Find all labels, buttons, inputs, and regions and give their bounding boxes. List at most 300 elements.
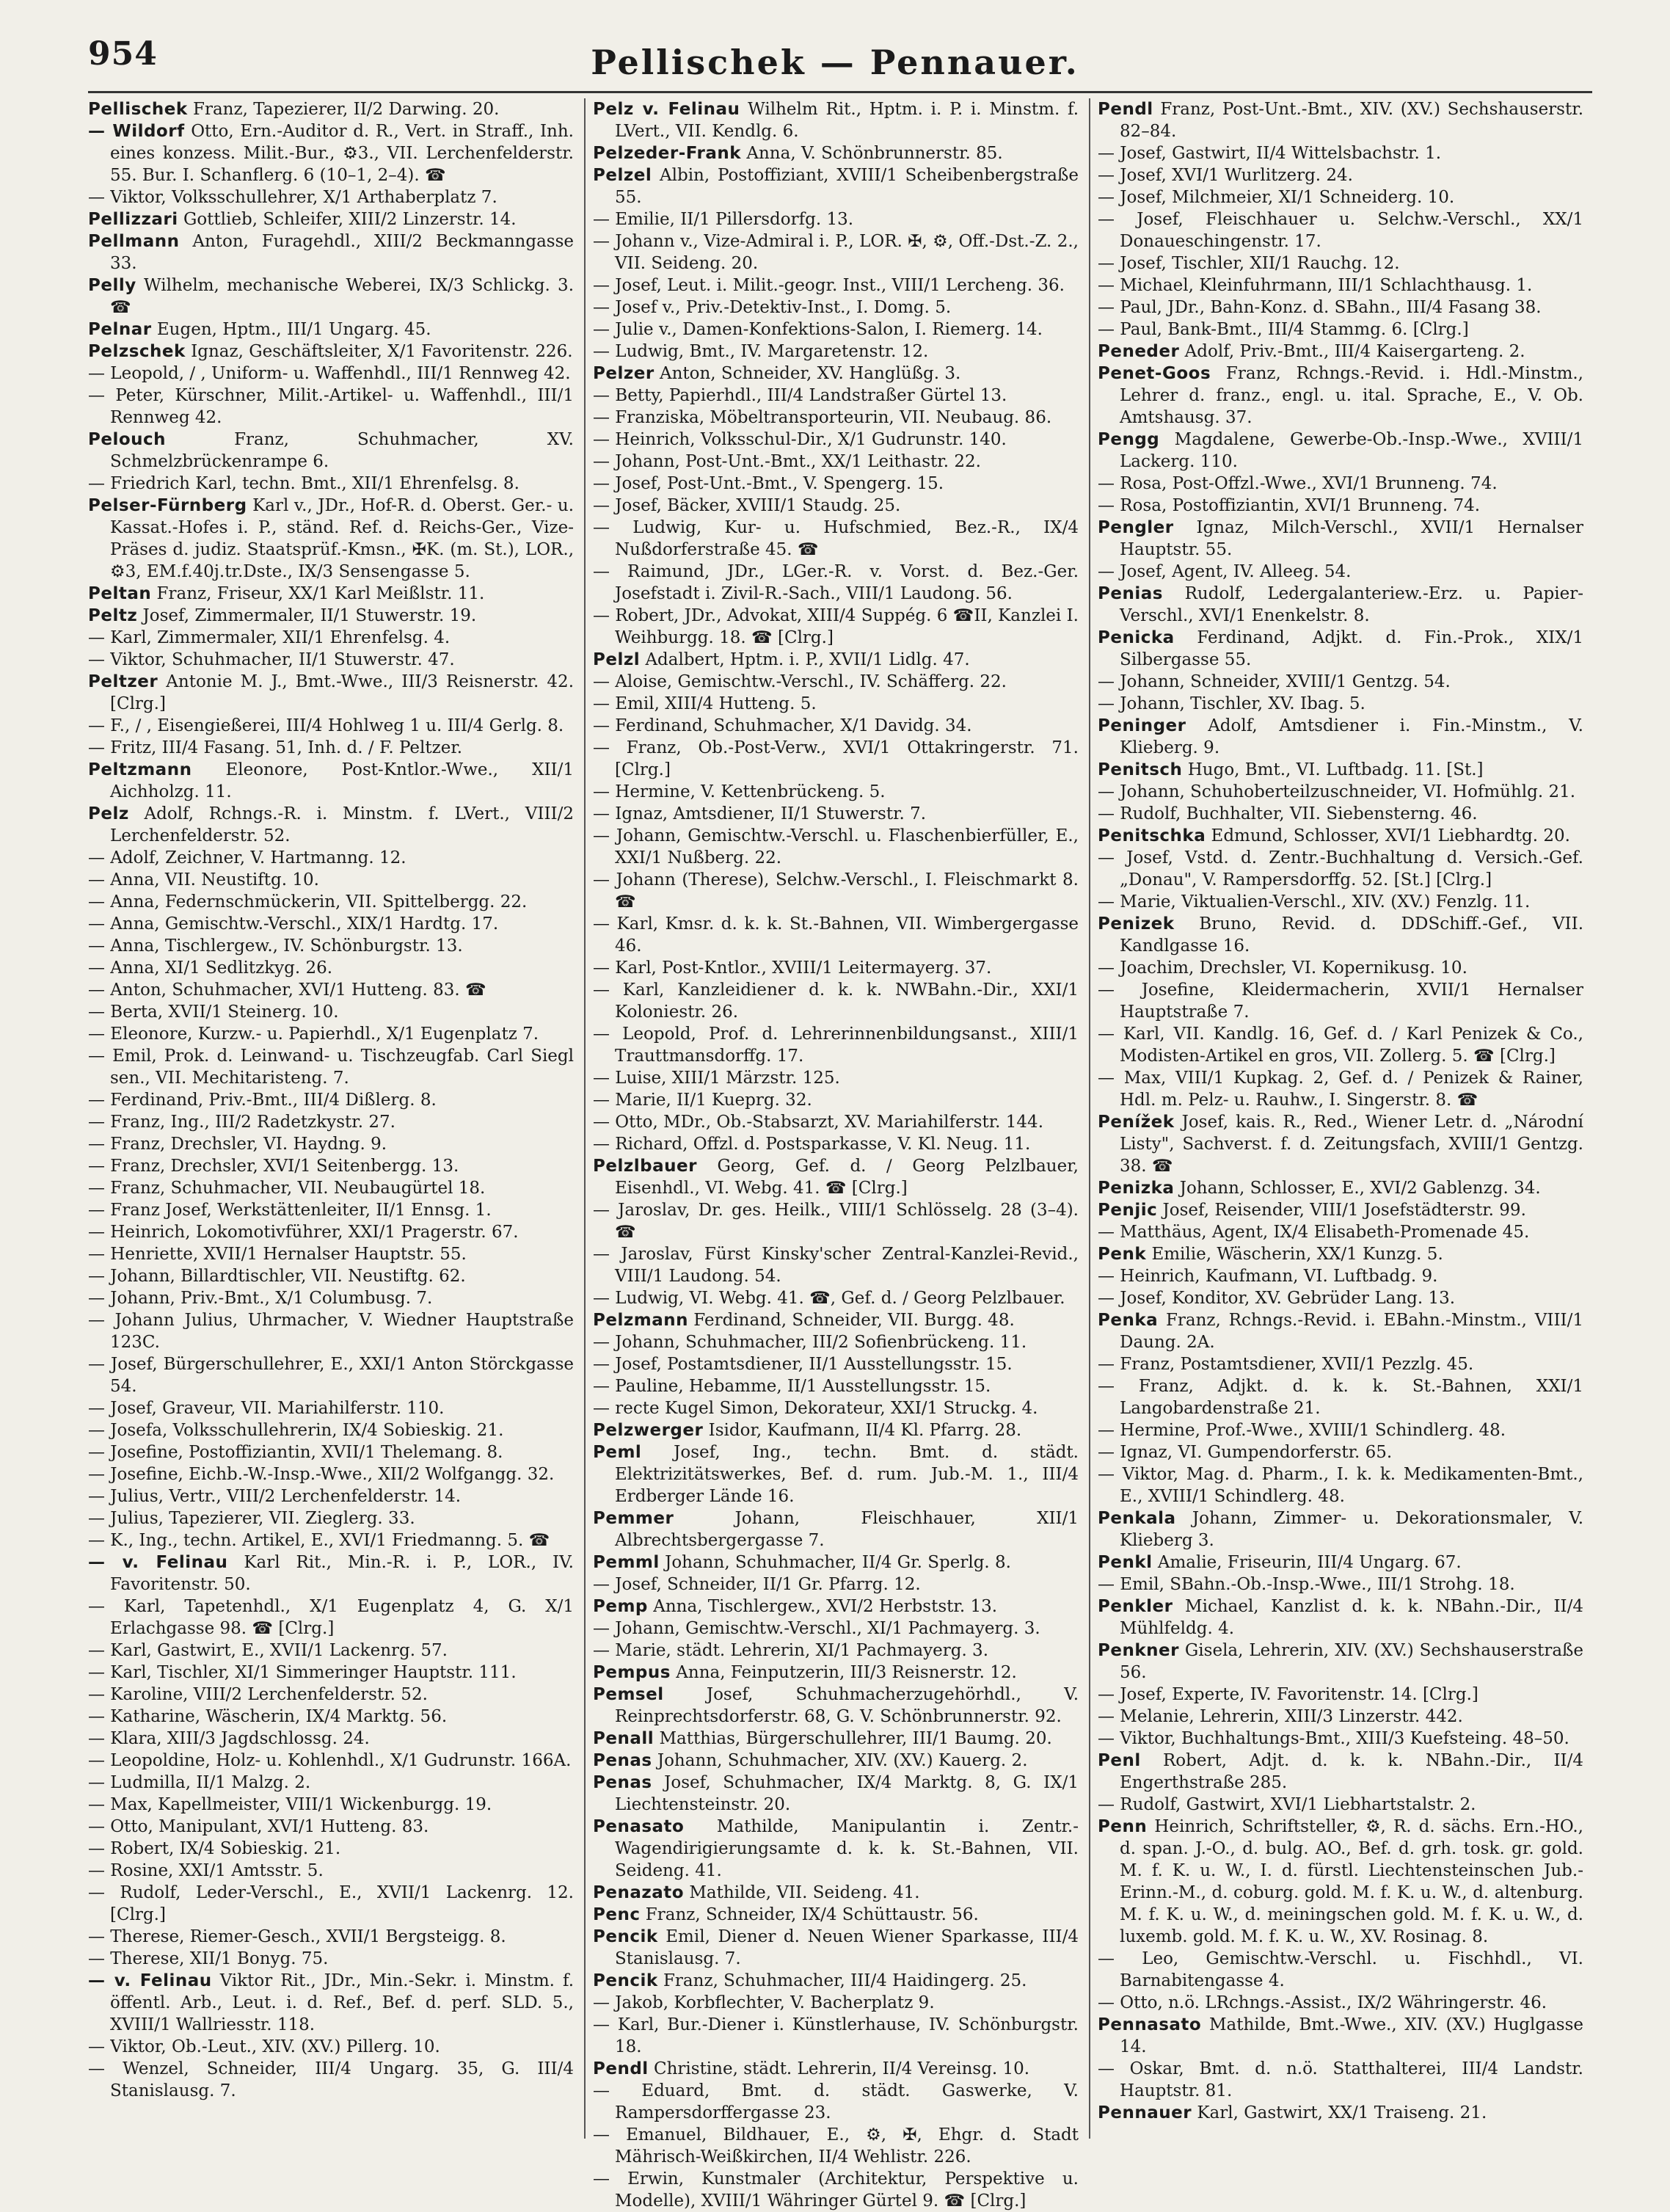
entry-details: Johann, Schuhmacher, XIV. (XV.) Kauerg. 2.: [657, 1751, 1028, 1770]
entry-details: — Viktor, Volksschullehrer, X/1 Arthaberplatz 7.: [88, 188, 497, 207]
directory-entry: [88, 1882, 574, 1926]
entry-details: Josef, Zimmermaler, II/1 Stuwerstr. 19.: [142, 606, 477, 625]
directory-entry: [1098, 142, 1583, 164]
entry-details: — Leopoldine, Holz- u. Kohlenhdl., X/1 Gudrunstr. 166A.: [88, 1751, 572, 1770]
directory-entry: [1098, 1596, 1583, 1640]
entry-surname: Penias: [1098, 584, 1163, 603]
directory-entry: [1098, 1265, 1583, 1287]
entry-details: — Josef, Post-Unt.-Bmt., V. Spengerg. 15.: [593, 474, 944, 493]
directory-entry: [88, 1970, 574, 2036]
directory-entry: [88, 1243, 574, 1265]
entry-details: — Josef, Experte, IV. Favoritenstr. 14. [Clrg.]: [1098, 1685, 1478, 1704]
entry-details: — Ludwig, Bmt., IV. Margaretenstr. 12.: [593, 342, 929, 361]
directory-entry: [88, 1706, 574, 1728]
directory-entry: [88, 495, 574, 583]
directory-entry: [88, 1684, 574, 1706]
entry-details: — Ludmilla, II/1 Malzg. 2.: [88, 1773, 311, 1792]
entry-details: — Viktor, Buchhaltungs-Bmt., XIII/3 Kuefsteing. 48–50.: [1098, 1729, 1569, 1748]
directory-entry: [593, 429, 1079, 451]
entry-details: — Ignaz, Amtsdiener, II/1 Stuwerstr. 7.: [593, 804, 927, 823]
entry-details: Gottlieb, Schleifer, XIII/2 Linzerstr. 14.: [183, 210, 517, 229]
entry-details: — Franz Josef, Werkstättenleiter, II/1 Ennsg. 1.: [88, 1201, 492, 1220]
directory-entry: [88, 1441, 574, 1463]
entry-details: Johann, Fleischhauer, XII/1 Albrechtsbergergasse 7.: [615, 1509, 1079, 1550]
directory-entry: [1098, 693, 1583, 715]
directory-entry: [593, 1199, 1079, 1243]
directory-entry: [88, 1397, 574, 1419]
entry-details: — Josefine, Kleidermacherin, XVII/1 Hernalser Hauptstraße 7.: [1098, 981, 1583, 1022]
directory-entry: [593, 363, 1079, 385]
entry-surname: Pellischek: [88, 100, 188, 119]
entry-details: Christine, städt. Lehrerin, II/4 Vereinsg. 10.: [654, 2059, 1030, 2078]
entry-details: — Emil, XIII/4 Hutteng. 5.: [593, 694, 817, 713]
directory-entry: [88, 1794, 574, 1816]
entry-details: Otto, Ern.-Auditor d. R., Vert. in Straff., Inh. eines konzess. Milit.-Bur., ⚙3., VII. Lerchenfelderstr. 55. Bur. I. Schanflerg. 6 (10–1, 2–4). ☎: [110, 122, 574, 185]
entry-details: — Hermine, Prof.-Wwe., XVIII/1 Schindlerg. 48.: [1098, 1421, 1506, 1440]
entry-details: Karl, Gastwirt, XX/1 Traiseng. 21.: [1197, 2103, 1487, 2122]
entry-details: Johann, Schlosser, E., XVI/2 Gablenzg. 34.: [1179, 1179, 1541, 1198]
entry-details: Franz, Tapezierer, II/2 Darwing. 20.: [193, 100, 500, 119]
entry-details: Franz, Rchngs.-Revid. i. Hdl.-Minstm., Lehrer d. franz., engl. u. ital. Sprache, E., V. Ob. Amtshausg. 37.: [1120, 364, 1583, 427]
entry-details: — Max, Kapellmeister, VIII/1 Wickenburgg. 19.: [88, 1795, 492, 1814]
entry-details: — Marie, städt. Lehrerin, XI/1 Pachmayerg. 3.: [593, 1641, 989, 1660]
directory-entry: [88, 2058, 574, 2102]
entry-surname: Pellmann: [88, 232, 180, 251]
entry-details: — Josef, Graveur, VII. Mariahilferstr. 110.: [88, 1399, 445, 1418]
directory-entry: [88, 649, 574, 671]
directory-entry: [88, 1596, 574, 1640]
directory-entry: [1098, 1463, 1583, 1507]
entry-surname: Pendl: [1098, 100, 1153, 119]
entry-surname: Pelz v. Felinau: [593, 100, 740, 119]
column-1: [88, 98, 574, 2153]
entry-details: — Richard, Offzl. d. Postsparkasse, V. Kl. Neug. 11.: [593, 1135, 1031, 1154]
directory-entry: [1098, 561, 1583, 583]
entry-details: Josef, Reisender, VIII/1 Josefstädterstr. 99.: [1162, 1201, 1526, 1220]
entry-details: — Viktor, Ob.-Leut., XIV. (XV.) Pillerg. 10.: [88, 2037, 440, 2056]
entry-surname: — v. Felinau: [88, 1971, 212, 1990]
entry-details: — recte Kugel Simon, Dekorateur, XXI/1 Struckg. 4.: [593, 1399, 1038, 1418]
directory-entry: [88, 1772, 574, 1794]
directory-entry: [593, 1816, 1079, 1882]
directory-entry: [593, 1573, 1079, 1596]
directory-entry: [88, 1045, 574, 1089]
entry-details: — Franz, Ing., III/2 Radetzkystr. 27.: [88, 1113, 395, 1132]
directory-entry: [1098, 1573, 1583, 1596]
entry-details: Franz, Rchngs.-Revid. i. EBahn.-Minstm., VIII/1 Daung. 2A.: [1120, 1311, 1584, 1352]
directory-entry: [88, 935, 574, 957]
entry-details: — Josef, Gastwirt, II/4 Wittelsbachstr. 1.: [1098, 144, 1442, 163]
entry-details: — Johann, Schuhmacher, III/2 Sofienbrückeng. 11.: [593, 1333, 1027, 1352]
entry-surname: Pengg: [1098, 430, 1160, 449]
entry-details: — Franz, Adjkt. d. k. k. St.-Bahnen, XXI/1 Langobardenstraße 21.: [1098, 1377, 1583, 1418]
entry-surname: Pempus: [593, 1663, 671, 1682]
directory-entry: [593, 913, 1079, 957]
entry-details: — Josef, Agent, IV. Alleeg. 54.: [1098, 562, 1352, 581]
directory-entry: [88, 605, 574, 627]
directory-entry: [593, 1640, 1079, 1662]
entry-details: — F., ∕ , Eisengießerei, III/4 Hohlweg 1 u. III/4 Gerlg. 8.: [88, 716, 564, 735]
entry-details: Heinrich, Schriftsteller, ⚙, R. d. sächs. Ern.-HO., d. span. J.-O., d. bulg. AO., Bef. d. grh. tosk. gr. gold. M. f. K. u. W., I. d. fürstl. Liechtensteinschen Jub.-Erinn.-M., d. coburg. gold. M. f. K. u. W., d. altenburg. M. f. K. u. W., d. meiningschen gold. M. f. K. u. W., d. luxemb. gold. M. f. K. u. W., XV. Rosinag. 8.: [1120, 1817, 1583, 1946]
directory-entry: [1098, 1948, 1583, 1992]
directory-entry: [88, 1287, 574, 1309]
directory-entry: [88, 1640, 574, 1662]
entry-details: — Anton, Schuhmacher, XVI/1 Hutteng. 83. ☎: [88, 981, 486, 1000]
entry-surname: Peltzer: [88, 672, 158, 691]
directory-entry: [593, 517, 1079, 561]
directory-entry: [1098, 1816, 1583, 1948]
entry-details: — Jaroslav, Dr. ges. Heilk., VIII/1 Schlösselg. 28 (3–4). ☎: [593, 1201, 1079, 1242]
entry-details: — Karl, Zimmermaler, XII/1 Ehrenfelsg. 4.: [88, 628, 451, 647]
entry-details: — Josef, XVI/1 Wurlitzerg. 24.: [1098, 166, 1353, 185]
entry-surname: Pelzer: [593, 364, 654, 383]
directory-entry: [1098, 363, 1583, 429]
column-divider: [1089, 98, 1090, 2139]
column-divider: [584, 98, 586, 2139]
directory-entry: [1098, 1992, 1583, 2014]
directory-entry: [1098, 1706, 1583, 1728]
entry-details: Wilhelm, mechanische Weberei, IX/3 Schlickg. 3. ☎: [110, 276, 575, 317]
directory-entry: [1098, 98, 1583, 142]
entry-details: Wilhelm Rit., Hptm. i. P. i. Minstm. f. LVert., VII. Kendlg. 6.: [615, 100, 1079, 141]
columns-container: [88, 98, 1592, 2211]
entry-details: — Karl, Gastwirt, E., XVII/1 Lackenrg. 57.: [88, 1641, 448, 1660]
directory-entry: [593, 1662, 1079, 1684]
directory-entry: [593, 2014, 1079, 2058]
directory-entry: [88, 1353, 574, 1397]
entry-details: — Josefa, Volksschullehrerin, IX/4 Sobieskig. 21.: [88, 1421, 504, 1440]
entry-details: Mathilde, VII. Seideng. 41.: [689, 1883, 920, 1902]
directory-entry: [1098, 473, 1583, 495]
directory-entry: [88, 1265, 574, 1287]
directory-entry: [88, 120, 574, 186]
entry-surname: Peneder: [1098, 342, 1180, 361]
entry-details: — Josefine, Postoffiziantin, XVII/1 Thelemang. 8.: [88, 1443, 503, 1462]
directory-entry: [593, 208, 1079, 230]
entry-details: Franz, Schuhmacher, XV. Schmelzbrückenrampe 6.: [110, 430, 574, 471]
directory-entry: [1098, 671, 1583, 693]
entry-details: — Ferdinand, Schuhmacher, X/1 Davidg. 34.: [593, 716, 972, 735]
entry-details: — Heinrich, Volksschul-Dir., X/1 Gudrunstr. 140.: [593, 430, 1007, 449]
directory-entry: [88, 319, 574, 341]
entry-surname: Penkala: [1098, 1509, 1176, 1528]
entry-details: — Karoline, VIII/2 Lerchenfelderstr. 52.: [88, 1685, 428, 1704]
entry-details: — Pauline, Hebamme, II/1 Ausstellungsstr. 15.: [593, 1377, 991, 1396]
entry-details: Johann, Zimmer- u. Dekorationsmaler, V. Klieberg 3.: [1120, 1509, 1583, 1550]
entry-details: — Rosine, XXI/1 Amtsstr. 5.: [88, 1861, 324, 1880]
directory-entry: [1098, 1287, 1583, 1309]
entry-surname: Peltzmann: [88, 760, 192, 779]
directory-entry: [1098, 1684, 1583, 1706]
entry-details: — Josef, Bürgerschullehrer, E., XXI/1 Anton Störckgasse 54.: [88, 1355, 574, 1396]
entry-details: — Johann, Priv.-Bmt., X/1 Columbusg. 7.: [88, 1289, 433, 1308]
directory-entry: [88, 230, 574, 274]
directory-entry: [593, 649, 1079, 671]
entry-surname: Penitschka: [1098, 826, 1206, 845]
entry-details: — Franz, Drechsler, XVI/1 Seitenbergg. 13.: [88, 1157, 459, 1176]
directory-entry: [88, 1529, 574, 1551]
directory-entry: [88, 1926, 574, 1948]
directory-entry: [593, 1507, 1079, 1551]
entry-details: — Melanie, Lehrerin, XIII/3 Linzerstr. 442.: [1098, 1707, 1463, 1726]
directory-entry: [1098, 1243, 1583, 1265]
entry-surname: Pelnar: [88, 320, 152, 339]
directory-entry: [88, 979, 574, 1001]
directory-entry: [88, 1023, 574, 1045]
entry-surname: Penizka: [1098, 1179, 1175, 1198]
directory-entry: [88, 759, 574, 803]
directory-entry: [1098, 296, 1583, 319]
entry-details: — Erwin, Kunstmaler (Architektur, Perspektive u. Modelle), XVIII/1 Währinger Gürtel 9. ☎ [Clrg.]: [593, 2169, 1079, 2211]
entry-details: — Heinrich, Lokomotivführer, XXI/1 Pragerstr. 67.: [88, 1223, 519, 1242]
entry-details: — Ludwig, VI. Webg. 41. ☎, Gef. d. ∕ Georg Pelzlbauer.: [593, 1289, 1065, 1308]
directory-entry: [593, 274, 1079, 296]
directory-entry: [88, 957, 574, 979]
entry-details: Franz, Post-Unt.-Bmt., XIV. (XV.) Sechshauserstr. 82–84.: [1120, 100, 1584, 141]
directory-entry: [1098, 1177, 1583, 1199]
directory-entry: [88, 1551, 574, 1596]
entry-details: — Johann, Billardtischler, VII. Neustiftg. 62.: [88, 1267, 466, 1286]
entry-details: Josef, kais. R., Red., Wiener Letr. d. „Národní Listy", Sachverst. f. d. Zeitungsfach, XVIII/1 Gentzg. 38. ☎: [1120, 1113, 1584, 1176]
entry-details: — Otto, n.ö. LRchngs.-Assist., IX/2 Währingerstr. 46.: [1098, 1993, 1547, 2012]
directory-entry: [88, 186, 574, 208]
directory-entry: [593, 605, 1079, 649]
entry-details: — Ludwig, Kur- u. Hufschmied, Bez.-R., IX/4 Nußdorferstraße 45. ☎: [593, 518, 1079, 559]
entry-surname: Pelly: [88, 276, 136, 295]
column-3: [1098, 98, 1583, 2153]
directory-entry: [88, 1860, 574, 1882]
entry-surname: Penazato: [593, 1883, 685, 1902]
entry-details: — Karl, Bur.-Diener i. Künstlerhause, IV. Schönburgstr. 18.: [593, 2015, 1079, 2056]
entry-details: Karl v., JDr., Hof-R. d. Oberst. Ger.- u. Kassat.-Hofes i. P., ständ. Ref. d. Reichs-Ger., Vize-Präses d. judiz. Staatsprüf.-Kmsn., ✠K. (m. St.), LOR., ⚙3, EM.f.40j.tr.Dste., IX/3 Sensengasse 5.: [110, 496, 574, 581]
directory-entry: [593, 803, 1079, 825]
entry-surname: Pelzeder-Frank: [593, 144, 742, 163]
entry-details: — Julie v., Damen-Konfektions-Salon, I. Riemerg. 14.: [593, 320, 1043, 339]
entry-details: — Therese, XII/1 Bonyg. 75.: [88, 1949, 329, 1968]
header-rule: [88, 91, 1592, 93]
page-number: 954: [88, 35, 158, 73]
entry-details: Josef, Schuhmacherzugehörhdl., V. Reinprechtsdorferstr. 68, G. V. Schönbrunnerstr. 92.: [615, 1685, 1079, 1726]
entry-details: — Josef, Fleischhauer u. Selchw.-Verschl., XX/1 Donaueschingenstr. 17.: [1098, 210, 1583, 251]
directory-entry: [1098, 2014, 1583, 2058]
entry-details: — Josef, Milchmeier, XI/1 Schneiderg. 10.: [1098, 188, 1455, 207]
directory-entry: [1098, 1221, 1583, 1243]
directory-entry: [1098, 517, 1583, 561]
entry-surname: Penitsch: [1098, 760, 1183, 779]
directory-entry: [88, 1507, 574, 1529]
directory-entry: [88, 1001, 574, 1023]
entry-details: Adolf, Rchngs.-R. i. Minstm. f. LVert., VIII/2 Lerchenfelderstr. 52.: [110, 804, 574, 845]
directory-entry: [1098, 319, 1583, 341]
entry-details: — Robert, IX/4 Sobieskig. 21.: [88, 1839, 341, 1858]
directory-entry: [88, 1177, 574, 1199]
directory-entry: [88, 803, 574, 847]
entry-details: Karl Rit., Min.-R. i. P., LOR., IV. Favoritenstr. 50.: [110, 1553, 574, 1594]
entry-details: — Ignaz, VI. Gumpendorferstr. 65.: [1098, 1443, 1393, 1462]
directory-entry: [1098, 1507, 1583, 1551]
entry-details: Adolf, Amtsdiener i. Fin.-Minstm., V. Klieberg. 9.: [1120, 716, 1583, 757]
entry-details: Josef, Schuhmacher, IX/4 Marktg. 8, G. IX/1 Liechtensteinstr. 20.: [615, 1773, 1079, 1814]
directory-entry: [88, 341, 574, 363]
directory-entry: [1098, 164, 1583, 186]
directory-entry: [593, 407, 1079, 429]
directory-entry: [88, 1662, 574, 1684]
entry-surname: Pelzlbauer: [593, 1157, 697, 1176]
entry-details: Bruno, Revid. d. DDSchiff.-Gef., VII. Kandlgasse 16.: [1120, 914, 1584, 956]
entry-details: — Jakob, Korbflechter, V. Bacherplatz 9.: [593, 1993, 935, 2012]
entry-details: — Anna, Tischlergew., IV. Schönburgstr. 13.: [88, 936, 463, 956]
entry-surname: Pelz: [88, 804, 129, 823]
directory-entry: [88, 1485, 574, 1507]
directory-entry: [593, 1353, 1079, 1375]
directory-entry: [593, 715, 1079, 737]
entry-details: Eleonore, Post-Kntlor.-Wwe., XII/1 Aichholzg. 11.: [110, 760, 575, 801]
entry-details: Eugen, Hptm., III/1 Ungarg. 45.: [156, 320, 431, 339]
entry-surname: — v. Felinau: [88, 1553, 228, 1572]
directory-entry: [88, 1838, 574, 1860]
entry-details: — Matthäus, Agent, IX/4 Elisabeth-Promenade 45.: [1098, 1223, 1530, 1242]
directory-entry: [88, 627, 574, 649]
directory-entry: [88, 1309, 574, 1353]
directory-entry: [1098, 715, 1583, 759]
running-title: Pellischek — Pennauer.: [591, 43, 1079, 82]
directory-entry: [593, 1728, 1079, 1750]
entry-details: — Emil, SBahn.-Ob.-Insp.-Wwe., III/1 Strohg. 18.: [1098, 1575, 1515, 1594]
entry-surname: Penc: [593, 1905, 641, 1924]
directory-entry: [593, 1067, 1079, 1089]
directory-entry: [593, 2080, 1079, 2124]
entry-details: Franz, Schneider, IX/4 Schüttaustr. 56.: [645, 1905, 979, 1924]
entry-details: — Marie, II/1 Kueprg. 32.: [593, 1091, 812, 1110]
entry-details: — Johann, Post-Unt.-Bmt., XX/1 Leithastr. 22.: [593, 452, 981, 471]
directory-entry: [593, 1926, 1079, 1970]
entry-details: — Aloise, Gemischtw.-Verschl., IV. Schäfferg. 22.: [593, 672, 1007, 691]
directory-entry: [593, 1089, 1079, 1111]
entry-details: — Rudolf, Buchhalter, VII. Siebensterng. 46.: [1098, 804, 1478, 823]
entry-details: — Josef, Leut. i. Milit.-geogr. Inst., VIII/1 Lercheng. 36.: [593, 276, 1065, 295]
entry-details: — Johann (Therese), Selchw.-Verschl., I. Fleischmarkt 8. ☎: [593, 870, 1079, 912]
directory-entry: [88, 715, 574, 737]
entry-details: Ferdinand, Schneider, VII. Burgg. 48.: [693, 1311, 1015, 1330]
entry-details: Anna, V. Schönbrunnerstr. 85.: [746, 144, 1003, 163]
directory-entry: [593, 693, 1079, 715]
directory-entry: [88, 1199, 574, 1221]
entry-details: Viktor Rit., JDr., Min.-Sekr. i. Minstm. f. öffentl. Arb., Leut. i. d. Ref., Bef. d. perf. SLD. 5., XVIII/1 Wallriesstr. 118.: [110, 1971, 575, 2034]
entry-details: — Max, VIII/1 Kupkag. 2, Gef. d. ∕ Penizek & Rainer, Hdl. m. Pelz- u. Rauhw., I. Singerstr. 8. ☎: [1098, 1069, 1583, 1110]
entry-details: Magdalene, Gewerbe-Ob.-Insp.-Wwe., XVIII/1 Lackerg. 110.: [1120, 430, 1583, 471]
directory-entry: [88, 869, 574, 891]
entry-details: Amalie, Friseurin, III/4 Ungarg. 67.: [1157, 1553, 1462, 1572]
entry-details: Ferdinand, Adjkt. d. Fin.-Prok., XIX/1 Silbergasse 55.: [1120, 628, 1583, 669]
directory-entry: [1098, 1728, 1583, 1750]
directory-entry: [88, 473, 574, 495]
directory-entry: [88, 385, 574, 429]
entry-surname: — Wildorf: [88, 122, 185, 141]
directory-entry: [1098, 1750, 1583, 1794]
directory-entry: [593, 1684, 1079, 1728]
entry-surname: Peltan: [88, 584, 152, 603]
directory-entry: [1098, 891, 1583, 913]
entry-details: — Viktor, Mag. d. Pharm., I. k. k. Medikamenten-Bmt., E., XVIII/1 Schindlerg. 48.: [1098, 1465, 1583, 1506]
directory-entry: [593, 561, 1079, 605]
directory-entry: [593, 341, 1079, 363]
entry-details: — Marie, Viktualien-Verschl., XIV. (XV.) Fenzlg. 11.: [1098, 892, 1531, 912]
entry-surname: Pendl: [593, 2059, 649, 2078]
directory-entry: [593, 1882, 1079, 1904]
entry-details: — Rudolf, Gastwirt, XVI/1 Liebhartstalstr. 2.: [1098, 1795, 1476, 1814]
directory-entry: [593, 825, 1079, 869]
directory-entry: [593, 1375, 1079, 1397]
entry-details: — Franz, Schuhmacher, VII. Neubaugürtel 18.: [88, 1179, 486, 1198]
directory-entry: [593, 737, 1079, 781]
entry-details: — Leo, Gemischtw.-Verschl. u. Fischhdl., VI. Barnabitengasse 4.: [1098, 1949, 1583, 1990]
entry-surname: Penkl: [1098, 1553, 1153, 1572]
entry-surname: Peltz: [88, 606, 138, 625]
directory-entry: [1098, 781, 1583, 803]
directory-entry: [1098, 1441, 1583, 1463]
entry-details: — Berta, XVII/1 Steinerg. 10.: [88, 1003, 339, 1022]
directory-entry: [1098, 1419, 1583, 1441]
entry-details: — Eleonore, Kurzw.- u. Papierhdl., X/1 Eugenplatz 7.: [88, 1025, 539, 1044]
entry-details: Anna, Tischlergew., XVI/2 Herbststr. 13.: [653, 1597, 998, 1616]
entry-details: — Wenzel, Schneider, III/4 Ungarg. 35, G. III/4 Stanislausg. 7.: [88, 2059, 574, 2100]
directory-entry: [593, 1596, 1079, 1618]
entry-details: — Viktor, Schuhmacher, II/1 Stuwerstr. 47.: [88, 650, 455, 669]
entry-details: — Karl, VII. Kandlg. 16, Gef. d. ∕ Karl Penizek & Co., Modisten-Artikel en gros, VII. Zollerg. 5. ☎ [Clrg.]: [1098, 1025, 1583, 1066]
entry-details: — Leopold, ∕ , Uniform- u. Waffenhdl., III/1 Rennweg 42.: [88, 364, 571, 383]
entry-details: — Paul, JDr., Bahn-Konz. d. SBahn., III/4 Fasang 38.: [1098, 298, 1542, 317]
entry-details: — Otto, Manipulant, XVI/1 Hutteng. 83.: [88, 1817, 429, 1836]
directory-entry: [1098, 495, 1583, 517]
directory-entry: [88, 671, 574, 715]
directory-entry: [593, 1772, 1079, 1816]
entry-details: — K., Ing., techn. Artikel, E., XVI/1 Friedmanng. 5. ☎: [88, 1531, 550, 1550]
directory-entry: [593, 473, 1079, 495]
directory-entry: [593, 1397, 1079, 1419]
entry-details: — Katharine, Wäscherin, IX/4 Marktg. 56.: [88, 1707, 448, 1726]
entry-surname: Pennauer: [1098, 2103, 1192, 2122]
directory-entry: [1098, 1794, 1583, 1816]
entry-details: — Michael, Kleinfuhrmann, III/1 Schlachthausg. 1.: [1098, 276, 1533, 295]
entry-surname: Penas: [593, 1751, 652, 1770]
entry-details: — Karl, Tapetenhdl., X/1 Eugenplatz 4, G. X/1 Erlachgasse 98. ☎ [Clrg.]: [88, 1597, 574, 1638]
entry-details: — Paul, Bank-Bmt., III/4 Stammg. 6. [Clrg.]: [1098, 320, 1469, 339]
directory-entry: [593, 1904, 1079, 1926]
entry-details: — Josef, Konditor, XV. Gebrüder Lang. 13.: [1098, 1289, 1456, 1308]
entry-details: Ignaz, Geschäftsleiter, X/1 Favoritenstr. 226.: [191, 342, 573, 361]
directory-entry: [88, 363, 574, 385]
directory-entry: [593, 1618, 1079, 1640]
entry-details: — Henriette, XVII/1 Hernalser Hauptstr. 55.: [88, 1245, 467, 1264]
entry-details: — Luise, XIII/1 Märzstr. 125.: [593, 1069, 840, 1088]
entry-details: — Johann, Gemischtw.-Verschl., XI/1 Pachmayerg. 3.: [593, 1619, 1040, 1638]
entry-surname: Penn: [1098, 1817, 1148, 1836]
entry-details: — Johann Julius, Uhrmacher, V. Wiedner Hauptstraße 123C.: [88, 1311, 574, 1352]
entry-surname: Penet-Goos: [1098, 364, 1211, 383]
entry-surname: Pencik: [593, 1971, 658, 1990]
entry-details: — Emanuel, Bildhauer, E., ⚙, ✠, Ehgr. d. Stadt Mährisch-Weißkirchen, II/4 Wehlistr. 226.: [593, 2125, 1079, 2166]
entry-details: — Oskar, Bmt. d. n.ö. Statthalterei, III/4 Landstr. Hauptstr. 81.: [1098, 2059, 1583, 2100]
entry-surname: Penl: [1098, 1751, 1141, 1770]
directory-entry: [88, 583, 574, 605]
entry-details: — Robert, JDr., Advokat, XIII/4 Suppég. 6 ☎II, Kanzlei I. Weihburgg. 18. ☎ [Clrg.]: [593, 606, 1079, 647]
directory-entry: [88, 1728, 574, 1750]
directory-entry: [1098, 429, 1583, 473]
directory-entry: [88, 1089, 574, 1111]
entry-details: — Johann, Tischler, XV. Ibag. 5.: [1098, 694, 1365, 713]
directory-entry: [88, 1948, 574, 1970]
entry-surname: Penížek: [1098, 1113, 1175, 1132]
